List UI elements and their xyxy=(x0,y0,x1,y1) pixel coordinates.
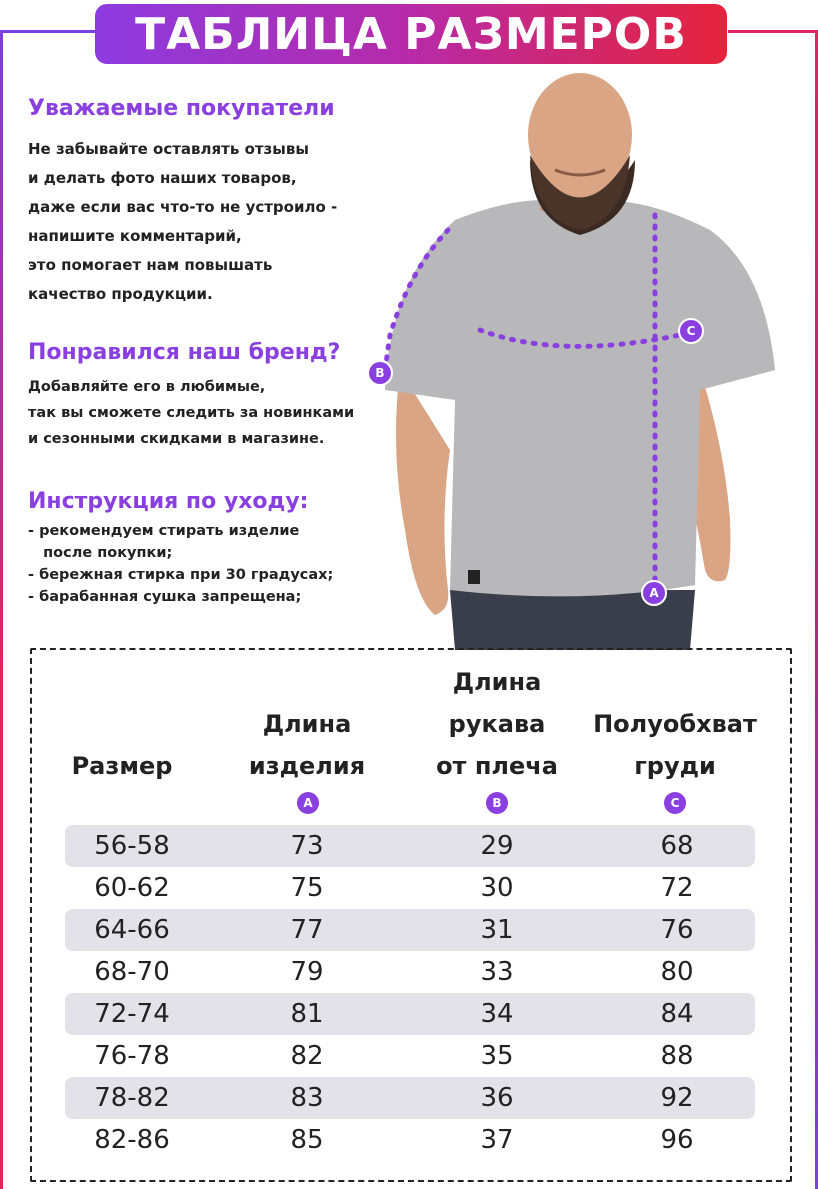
text-line: - рекомендуем стирать изделие xyxy=(28,523,300,539)
cell-sleeve: 36 xyxy=(480,1083,514,1113)
cell-chest: 84 xyxy=(660,999,694,1029)
header-sleeve-line1: Длина xyxy=(452,668,542,696)
cell-length: 75 xyxy=(290,873,324,903)
cell-size: 78-82 xyxy=(94,1083,170,1113)
section-text-brand xyxy=(28,374,354,452)
cell-chest: 88 xyxy=(660,1041,694,1071)
size-table xyxy=(30,648,792,1182)
cell-sleeve: 31 xyxy=(480,915,514,945)
cell-size: 56-58 xyxy=(94,831,170,861)
cell-length: 82 xyxy=(290,1041,324,1071)
cell-sleeve: 30 xyxy=(480,873,514,903)
cell-chest: 68 xyxy=(660,831,694,861)
cell-size: 76-78 xyxy=(94,1041,170,1071)
text-line: Добавляйте его в любимые, xyxy=(28,379,266,395)
cell-length: 81 xyxy=(290,999,324,1029)
header-length-line2: изделия xyxy=(248,752,366,780)
text-line: это помогает нам повышать xyxy=(28,256,273,274)
text-line: даже если вас что-то не устроило - xyxy=(28,198,338,216)
table-row xyxy=(65,993,755,1035)
cell-length: 77 xyxy=(290,915,324,945)
header-marker-a: A xyxy=(297,792,319,814)
header-sleeve-line2: рукава xyxy=(448,710,546,738)
header-sleeve xyxy=(422,661,572,787)
cell-chest: 96 xyxy=(660,1125,694,1155)
text-line: и делать фото наших товаров, xyxy=(28,169,297,187)
cell-sleeve: 37 xyxy=(480,1125,514,1155)
cell-size: 82-86 xyxy=(94,1125,170,1155)
header-marker-c: C xyxy=(664,792,686,814)
measure-marker-a: A xyxy=(641,580,667,606)
cell-chest: 72 xyxy=(660,873,694,903)
text-line: напишите комментарий, xyxy=(28,227,242,245)
text-line: после покупки; xyxy=(28,545,173,561)
header-size xyxy=(52,745,192,787)
header-sleeve-line3: от плеча xyxy=(436,752,558,780)
frame-top-left-border xyxy=(0,30,95,33)
cell-size: 68-70 xyxy=(94,957,170,987)
table-row xyxy=(65,951,755,993)
measure-marker-c: C xyxy=(678,318,704,344)
cell-size: 72-74 xyxy=(94,999,170,1029)
header-length-line1: Длина xyxy=(262,710,352,738)
text-line: - барабанная сушка запрещена; xyxy=(28,589,302,605)
text-line: - бережная стирка при 30 градусах; xyxy=(28,567,334,583)
header-marker-b: B xyxy=(486,792,508,814)
cell-length: 83 xyxy=(290,1083,324,1113)
header-chest-line2: груди xyxy=(634,752,716,780)
title-banner xyxy=(95,4,727,64)
header-chest xyxy=(590,703,760,787)
text-line: так вы сможете следить за новинками xyxy=(28,405,355,421)
text-line: Не забывайте оставлять отзывы xyxy=(28,140,309,158)
cell-sleeve: 35 xyxy=(480,1041,514,1071)
cell-sleeve: 33 xyxy=(480,957,514,987)
section-text-care xyxy=(28,520,333,608)
measure-marker-b: B xyxy=(367,360,393,386)
cell-length: 79 xyxy=(290,957,324,987)
table-row xyxy=(65,1035,755,1077)
table-row xyxy=(65,825,755,867)
header-length xyxy=(232,703,382,787)
header-chest-line1: Полуобхват xyxy=(593,710,757,738)
table-row xyxy=(65,1119,755,1161)
cell-length: 85 xyxy=(290,1125,324,1155)
cell-size: 60-62 xyxy=(94,873,170,903)
text-line: качество продукции. xyxy=(28,285,213,303)
header-size-label: Размер xyxy=(71,752,173,780)
frame-top-right-border xyxy=(728,30,818,33)
cell-chest: 76 xyxy=(660,915,694,945)
table-row xyxy=(65,867,755,909)
section-heading-brand: Понравился наш бренд? xyxy=(28,340,341,365)
table-row xyxy=(65,909,755,951)
cell-size: 64-66 xyxy=(94,915,170,945)
section-heading-customers: Уважаемые покупатели xyxy=(28,96,335,121)
frame-left-border xyxy=(0,30,3,1189)
cell-length: 73 xyxy=(290,831,324,861)
model-photo xyxy=(380,70,800,650)
page-title: ТАБЛИЦА РАЗМЕРОВ xyxy=(135,8,687,60)
section-text-customers xyxy=(28,135,337,309)
text-line: и сезонными скидками в магазине. xyxy=(28,431,325,447)
cell-sleeve: 34 xyxy=(480,999,514,1029)
cell-sleeve: 29 xyxy=(480,831,514,861)
table-row xyxy=(65,1077,755,1119)
cell-chest: 92 xyxy=(660,1083,694,1113)
section-heading-care: Инструкция по уходу: xyxy=(28,489,309,514)
cell-chest: 80 xyxy=(660,957,694,987)
